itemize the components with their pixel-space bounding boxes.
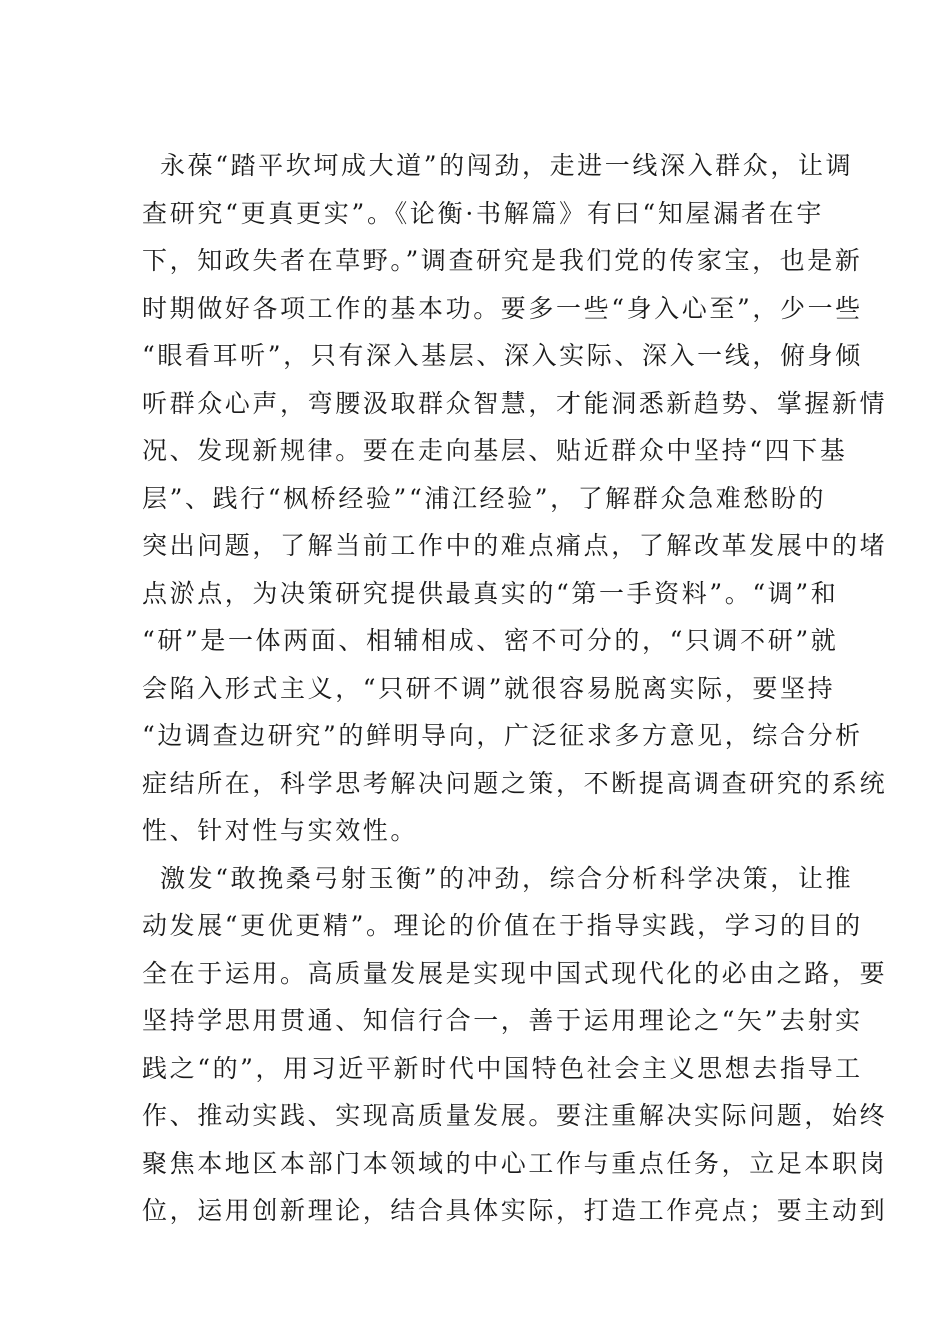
text-line: 查研究“更真更实”。《论衡·书解篇》有曰“知屋漏者在宇: [142, 198, 824, 228]
paragraph: [142, 855, 888, 1235]
text-line: 聚焦本地区本部门本领域的中心工作与重点任务，立足本职岗: [142, 1148, 888, 1178]
text-line: “研”是一体两面、相辅相成、密不可分的，“只调不研”就: [142, 626, 839, 655]
text-line: 症结所在，科学思考解决问题之策，不断提高调查研究的系统: [142, 768, 888, 798]
text-line: 永葆“踏平坎坷成大道”的闯劲，走进一线深入群众，让调: [160, 151, 854, 180]
text-line: 突出问题，了解当前工作中的难点痛点，了解改革发展中的堵: [142, 531, 888, 560]
text-line: 践之“的”，用习近平新时代中国特色社会主义思想去指导工: [142, 1053, 863, 1083]
text-line: 全在于运用。高质量发展是实现中国式现代化的必由之路，要: [142, 958, 888, 988]
text-line: 点淤点，为决策研究提供最真实的“第一手资料”。“调”和: [142, 578, 839, 608]
text-line: 作、推动实践、实现高质量发展。要注重解决实际问题，始终: [142, 1101, 888, 1130]
text-line: “边调查边研究”的鲜明导向，广泛征求多方意见，综合分析: [142, 721, 863, 750]
text-line: “眼看耳听”，只有深入基层、深入实际、深入一线，俯身倾: [142, 341, 863, 370]
text-line: 听群众心声，弯腰汲取群众智慧，才能洞悉新趋势、掌握新情: [142, 388, 888, 418]
text-line: 激发“敢挽桑弓射玉衡”的冲劲，综合分析科学决策，让推: [160, 863, 854, 893]
text-line: 层”、践行“枫桥经验”“浦江经验”，了解群众急难愁盼的: [142, 483, 827, 513]
text-line: 性、针对性与实效性。: [142, 816, 419, 845]
text-line: 会陷入形式主义，“只研不调”就很容易脱离实际，要坚持: [142, 673, 836, 703]
text-line: 况、发现新规律。要在走向基层、贴近群众中坚持“四下基: [142, 436, 848, 465]
text-line: 位，运用创新理论，结合具体实际，打造工作亮点；要主动到: [142, 1196, 888, 1225]
paragraph: [142, 142, 888, 855]
text-line: 时期做好各项工作的基本功。要多一些“身入心至”，少一些: [142, 293, 863, 323]
text-line: 下，知政失者在草野。”调查研究是我们党的传家宝，也是新: [142, 246, 863, 275]
text-line: 坚持学思用贯通、知信行合一，善于运用理论之“矢”去射实: [142, 1006, 863, 1035]
document-body: [142, 142, 888, 1235]
text-line: 动发展“更优更精”。理论的价值在于指导实践，学习的目的: [142, 911, 863, 940]
